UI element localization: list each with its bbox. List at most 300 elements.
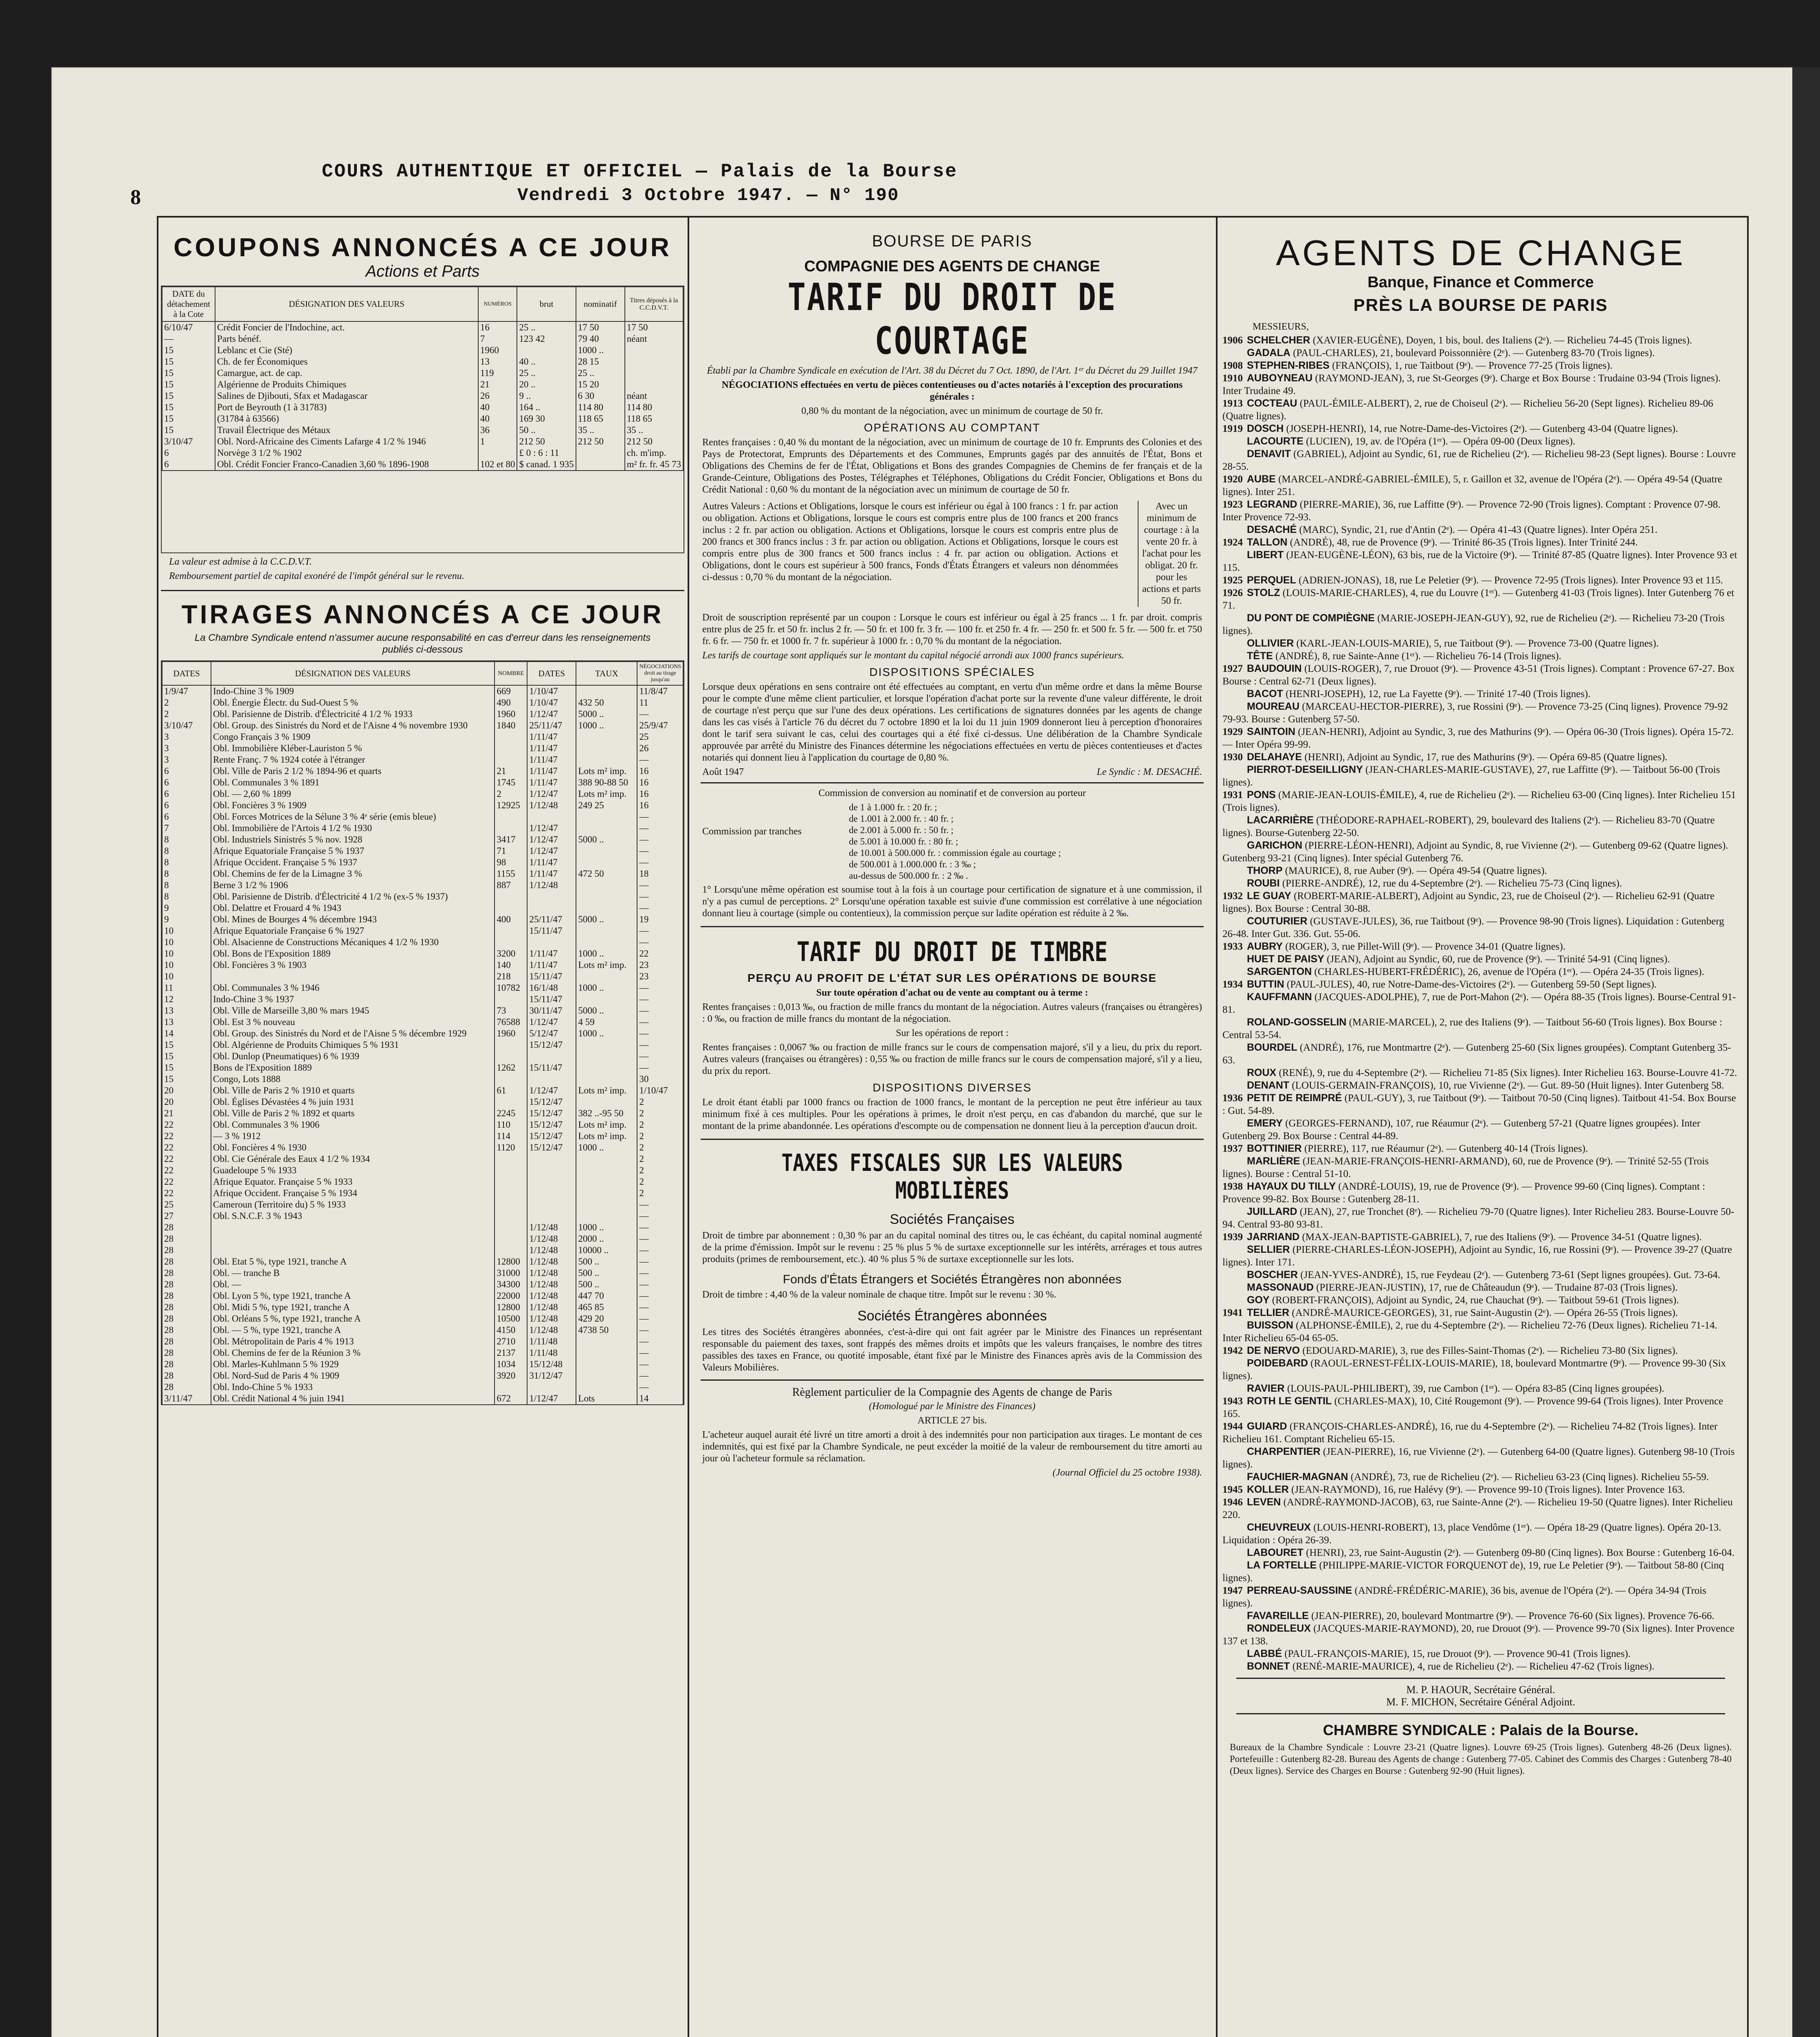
cell-designation: Port de Beyrouth (1 à 31783)	[215, 402, 478, 413]
agent-details: (PAUL-GUY), 3, rue Taitbout (9ᵉ). — Taitbout 70-50 (Cinq lignes). Taitbout 41-54. Box Bourse : Gut. 54-89.	[1222, 1093, 1736, 1116]
agent-entry	[1222, 1041, 1739, 1067]
cell-nombre: 400	[495, 914, 527, 925]
cell-remb-date: 1/12/48	[527, 1324, 576, 1336]
agent-entry	[1222, 662, 1739, 688]
cell-negociation: 16	[637, 766, 683, 777]
table-row	[162, 697, 683, 708]
table-row	[162, 834, 683, 845]
cell-negociation: —	[637, 845, 683, 857]
col-numeros: NUMÉROS	[478, 287, 517, 321]
cell-date: 25	[162, 1199, 211, 1210]
cell-remb-date: 1/12/48	[527, 1279, 576, 1290]
agent-details: (JACQUES-ADOLPHE), 7, rue de Port-Mahon (2ᵉ). — Opéra 88-35 (Trois lignes). Bourse-Central 91-81.	[1222, 992, 1736, 1015]
cell-remb-date: 15/11/47	[527, 1062, 576, 1073]
cell-nominatif: 6 30	[576, 390, 625, 402]
cell-taux	[576, 1381, 637, 1393]
cell-remb-date: 1/12/48	[527, 1302, 576, 1313]
agent-details: (HENRI-JOSEPH), 12, rue La Fayette (9ᵉ). — Trinité 17-40 (Trois lignes).	[1286, 689, 1591, 700]
cell-taux	[576, 1347, 637, 1359]
autres-valeurs-text: Autres Valeurs : Actions et Obligations, lorsque le cours est inférieur ou égal à 100 francs : 1 fr. par action ou obligation. Actions et Obligations, lorsque le cours est compris entre plus de 100 francs et 200 francs inclus : 2 fr. par action ou obligation. Actions et Obligations, lorsque le cours est compris entre plus de 200 francs et 300 francs inclus : 3 fr. par action ou obligation. Actions et Obligations, lorsque le cours est compris entre plus de 300 francs et 500 francs inclus : 4 fr. par action ou obligation. Actions et Obligations, dont le cours est supérieur à 500 francs, Fonds d'États Étrangers et valeurs non dénommées ci-dessus : 0,70 % du montant de la négociation.	[702, 501, 1118, 583]
etrangeres-abonnees-text: Les titres des Sociétés étrangères abonnées, c'est-à-dire qui ont fait agréer par le Ministre des Finances un représentant responsable du paiement des taxes, sont frappés des mêmes droits et impôts que les valeurs françaises, le nombre des titres passibles des taxes en France, ou quotité imposable, étant fixé par le Ministre des Finances après avis de la Commission des Valeurs Mobilières.	[702, 1327, 1202, 1373]
cell-nombre: 1960	[495, 708, 527, 720]
agent-entry	[1222, 978, 1739, 991]
cell-date: 28	[162, 1279, 211, 1290]
cell-negociation: 22	[637, 948, 683, 959]
cell-negociation: —	[637, 1267, 683, 1279]
agent-entry	[1222, 1420, 1739, 1445]
cell-taux: 4 59	[576, 1016, 637, 1028]
agent-name: HAYAUX DU TILLY	[1247, 1181, 1336, 1192]
table-row	[162, 1062, 683, 1073]
cell-nominatif: 118 65	[576, 413, 625, 425]
cell-remb-date: 1/12/48	[527, 1256, 576, 1267]
cell-designation: Parts bénéf.	[215, 333, 478, 345]
agent-entry	[1222, 1281, 1739, 1294]
tirages-subtitle: La Chambre Syndicale entend n'assumer aucune responsabilité en cas d'erreur dans les renseignements publiés ci-dessous	[194, 632, 651, 655]
cell-negociation: —	[637, 708, 683, 720]
agent-entry	[1222, 1344, 1739, 1357]
cell-negociation: —	[637, 994, 683, 1005]
agent-details: (MARCEL-ANDRÉ-GABRIEL-ÉMILE), 5, r. Gaillon et 32, avenue de l'Opéra (2ᵉ). — Opéra 49-54 (Quatre lignes). Inter 251.	[1222, 474, 1722, 497]
table-row	[162, 390, 683, 402]
agent-details: (PIERRE-ANDRÉ), 12, rue du 4-Septembre (2ᵉ). — Richelieu 75-73 (Cinq lignes).	[1282, 878, 1622, 889]
cell-nombre: 31000	[495, 1267, 527, 1279]
agent-details: (MAURICE), 8, rue Auber (9ᵉ). — Opéra 49-54 (Quatre lignes).	[1285, 865, 1547, 876]
cell-designation: Obl. — tranche B	[211, 1267, 495, 1279]
agent-entry	[1222, 1483, 1739, 1496]
agent-name: LACARRIÈRE	[1247, 814, 1314, 826]
cell-taux: 2000 ..	[576, 1233, 637, 1245]
cell-nombre	[495, 1176, 527, 1188]
cell-nombre: 887	[495, 880, 527, 891]
agent-details: (PAUL-ÉMILE-ALBERT), 2, rue de Choiseul (2ᵉ). — Richelieu 56-20 (Sept lignes). Richelieu 89-06 (Quatre lignes).	[1222, 398, 1713, 422]
cell-taux: 382 ..-95 50	[576, 1108, 637, 1119]
cell-nombre: 1034	[495, 1359, 527, 1370]
agents-title: AGENTS DE CHANGE	[1276, 233, 1686, 273]
agent-details: (ANDRÉ), 73, rue de Richelieu (2ᵉ). — Richelieu 63-23 (Cinq lignes). Richelieu 55-59.	[1350, 1472, 1709, 1483]
agent-year: 1920	[1222, 474, 1243, 485]
agent-entry	[1222, 991, 1739, 1016]
table-row	[162, 436, 683, 447]
cell-date: 14	[162, 1028, 211, 1039]
cell-taux: 388 90-88 50	[576, 777, 637, 788]
cell-remb-date: 1/11/48	[527, 1347, 576, 1359]
agent-details: (PIERRE-JEAN-JUSTIN), 17, rue de Châteaudun (9ᵉ). — Trudaine 87-03 (Trois lignes).	[1316, 1282, 1678, 1293]
agent-entry	[1222, 1067, 1739, 1079]
cell-nombre: 110	[495, 1119, 527, 1131]
cell-remb-date: 1/12/47	[527, 823, 576, 834]
agent-entry	[1222, 1546, 1739, 1559]
agent-entry	[1222, 347, 1739, 359]
table-row	[162, 1313, 683, 1324]
cell-nombre: 12800	[495, 1256, 527, 1267]
cell-designation: Obl. Ville de Paris 2 % 1910 et quarts	[211, 1085, 495, 1096]
cell-remb-date: 1/11/47	[527, 754, 576, 766]
cell-remb-date: 1/12/48	[527, 1245, 576, 1256]
conversion-tranche: de 1.001 à 2.000 fr. : 40 fr. ;	[849, 814, 954, 824]
agent-name: BOTTINIER	[1247, 1143, 1302, 1154]
cell-date: 9	[162, 914, 211, 925]
agent-entry	[1222, 726, 1739, 751]
table-row	[162, 937, 683, 948]
cell-designation: Camargue, act. de cap.	[215, 367, 478, 379]
cell-designation: Afrique Occident. Française 5 % 1934	[211, 1188, 495, 1199]
cell-nominatif: 17 50	[576, 321, 625, 333]
cell-designation: Afrique Equatoriale Française 6 % 1927	[211, 925, 495, 937]
cell-negociation: 2	[637, 1096, 683, 1108]
agent-name: ROTH LE GENTIL	[1247, 1395, 1332, 1407]
tirages-title: TIRAGES ANNONCÉS A CE JOUR	[181, 600, 664, 629]
table-row	[162, 1005, 683, 1016]
agent-year: 1925	[1222, 575, 1243, 586]
cell-nombre: 98	[495, 857, 527, 868]
table-row	[162, 367, 683, 379]
cell-date: 1/9/47	[162, 685, 211, 697]
page-number: 8	[130, 186, 141, 209]
agent-entry	[1222, 549, 1739, 574]
cell-remb-date: 15/12/47	[527, 1119, 576, 1131]
agent-details: (HENRI), 23, rue Saint-Augustin (2ᵉ). — Gutenberg 09-80 (Cinq lignes). Box Bourse : Gutenberg 16-04.	[1306, 1547, 1735, 1558]
cell-remb-date: 1/10/47	[527, 697, 576, 708]
agent-details: (EDOUARD-MARIE), 3, rue des Filles-Saint-Thomas (2ᵉ). — Richelieu 73-80 (Six lignes).	[1302, 1345, 1678, 1356]
cell-titres: 212 50	[625, 436, 683, 447]
cell-designation: Ch. de fer Économiques	[215, 356, 478, 367]
cell-negociation: —	[637, 1381, 683, 1393]
cell-remb-date: 1/12/47	[527, 834, 576, 845]
cell-nombre: 3417	[495, 834, 527, 845]
cell-remb-date	[527, 1199, 576, 1210]
agent-entry	[1222, 1445, 1739, 1471]
cell-date: 6	[162, 811, 211, 823]
cell-negociation: —	[637, 754, 683, 766]
cell-negociation: 26	[637, 743, 683, 754]
agent-name: COUTURIER	[1247, 915, 1308, 927]
agent-name: DENANT	[1247, 1080, 1290, 1091]
table-row	[162, 845, 683, 857]
cell-titres	[625, 379, 683, 390]
cell-remb-date: 1/12/48	[527, 1313, 576, 1324]
agent-details: (HENRI), Adjoint au Syndic, 17, rue des Mathurins (9ᵉ). — Opéra 69-85 (Quatre lignes).	[1304, 752, 1668, 763]
cell-negociation: 18	[637, 868, 683, 880]
cell-remb-date	[527, 811, 576, 823]
cell-taux: 249 25	[576, 800, 637, 811]
table-row	[162, 1039, 683, 1051]
cell-remb-date: 15/12/47	[527, 1039, 576, 1051]
agent-entry	[1222, 422, 1739, 435]
col-date: DATE du détachement à la Cote	[162, 287, 215, 321]
table-row	[162, 1028, 683, 1039]
agent-name: PERQUEL	[1247, 574, 1296, 586]
cell-taux	[576, 754, 637, 766]
cell-date: 20	[162, 1096, 211, 1108]
cell-taux	[576, 937, 637, 948]
cell-nombre: 4150	[495, 1324, 527, 1336]
agent-year: 1926	[1222, 587, 1243, 598]
cell-nombre	[495, 937, 527, 948]
agent-details: (MAX-JEAN-BAPTISTE-GABRIEL), 7, rue des Italiens (9ᵉ). — Provence 34-51 (Quatre lignes).	[1302, 1232, 1702, 1243]
cell-nombre	[495, 743, 527, 754]
cell-date: 22	[162, 1153, 211, 1165]
cell-designation: Obl. Parisienne de Distrib. d'Électricité 4 1/2 % 1933	[211, 708, 495, 720]
cell-nominatif: 25 ..	[576, 367, 625, 379]
col-remb-dates: DATES	[527, 662, 576, 685]
cell-taux	[576, 1062, 637, 1073]
cell-date: 22	[162, 1119, 211, 1131]
agent-details: (JACQUES-MARIE-RAYMOND), 20, rue Drouot (9ᵉ). — Provence 99-70 (Six lignes). Inter Provence 137 et 138.	[1222, 1623, 1735, 1647]
col-dates: DATES	[162, 662, 211, 685]
table-row	[162, 766, 683, 777]
cell-date: 15	[162, 1051, 211, 1062]
cell-negociation: —	[637, 1062, 683, 1073]
cell-designation	[211, 1222, 495, 1233]
agent-details: (RAYMOND-JEAN), 3, rue St-Georges (9ᵉ). Charge et Box Bourse : Trudaine 03-94 (Trois lignes). Inter Trudaine 49.	[1222, 373, 1721, 396]
cell-nombre	[495, 1051, 527, 1062]
reglement-heading: Règlement particulier de la Compagnie des Agents de change de Paris	[792, 1386, 1112, 1399]
agent-entry	[1222, 473, 1739, 498]
table-row	[162, 1210, 683, 1222]
agent-entry	[1222, 789, 1739, 814]
cell-designation: Obl. Crédit National 4 % juin 1941	[211, 1393, 495, 1404]
cell-nombre	[495, 811, 527, 823]
agent-year: 1933	[1222, 941, 1243, 952]
agent-entry	[1222, 1155, 1739, 1180]
agents-subtitle-2: PRÈS LA BOURSE DE PARIS	[1353, 295, 1608, 315]
cell-designation: Obl. Parisienne de Distrib. d'Électricité 4 1/2 % (ex-5 % 1937)	[211, 891, 495, 902]
cell-remb-date: 31/12/47	[527, 1370, 576, 1381]
agent-entry	[1222, 1205, 1739, 1231]
cell-designation: Bons de l'Exposition 1889	[211, 1062, 495, 1073]
operations-text: Rentes françaises : 0,40 % du montant de la négociation, avec un minimum de courtage de 10 fr. Emprunts des Colonies et des Pays de Protectorat, Emprunts des Départements et des Communes, Emprunts gagés par des annuités de l'État, Bons et Obligations des Chemins de fer de l'État, Obligations et Bons des grandes Compagnies de Chemins de fer français et de la Grande-Ceinture, Obligations des Postes, Télégraphes et Téléphones, Obligations du Crédit Foncier, Obligations et Bons du Crédit National : 0,60 % du montant de la négociation avec un minimum de courtage de 50 fr.	[702, 437, 1202, 495]
cell-remb-date	[527, 891, 576, 902]
conversion-tranche: de 5.001 à 10.000 fr. : 80 fr. ;	[849, 836, 958, 847]
agent-year: 1931	[1222, 790, 1243, 801]
agent-entry	[1222, 1357, 1739, 1382]
tarifs-note: Les tarifs de courtage sont appliqués sur le montant du capital négocié arrondi aux 1000 francs supérieurs.	[702, 650, 1124, 661]
cell-date: 15	[162, 402, 215, 413]
timbre-subtitle: PERÇU AU PROFIT DE L'ÉTAT SUR LES OPÉRATIONS DE BOURSE	[747, 972, 1157, 984]
cell-nombre: 2245	[495, 1108, 527, 1119]
agent-name: KOLLER	[1247, 1484, 1289, 1495]
cell-taux: 5000 ..	[576, 1005, 637, 1016]
agent-details: (LOUIS-HENRI-ROBERT), 13, place Vendôme (1ᵉʳ). — Opéra 18-29 (Quatre lignes). Opéra 20-13. Liquidation : Opéra 26-39.	[1222, 1522, 1721, 1546]
agent-year: 1939	[1222, 1232, 1243, 1243]
conversion-tranche: au-dessus de 500.000 fr. : 2 ‰ .	[849, 871, 968, 881]
cell-negociation: —	[637, 1302, 683, 1313]
cell-brut: £ 0 : 6 : 11	[517, 447, 576, 459]
tirages-table	[161, 660, 684, 1405]
agent-entry	[1222, 612, 1739, 637]
cell-negociation: —	[637, 1039, 683, 1051]
agent-name: THORP	[1247, 865, 1283, 876]
cell-remb-date: 16/1/48	[527, 982, 576, 994]
cell-nombre	[495, 1153, 527, 1165]
syndic-sign: Le Syndic : M. DESACHÉ.	[1097, 767, 1202, 777]
cell-designation: Obl. Bons de l'Exposition 1889	[211, 948, 495, 959]
agent-details: (PAUL-CHARLES), 21, boulevard Poissonnière (2ᵉ). — Gutenberg 83-70 (Trois lignes).	[1293, 348, 1655, 359]
cell-date: 21	[162, 1108, 211, 1119]
cell-numero: 16	[478, 321, 517, 333]
agent-entry	[1222, 751, 1739, 763]
agent-name: AUBOYNEAU	[1247, 372, 1313, 384]
agents-subtitle: Banque, Finance et Commerce	[1367, 274, 1594, 291]
cell-designation: Norvège 3 1/2 % 1902	[215, 447, 478, 459]
cell-designation: Cameroun (Territoire du) 5 % 1933	[211, 1199, 495, 1210]
agent-year: 1919	[1222, 423, 1243, 434]
cell-taux	[576, 994, 637, 1005]
agent-entry	[1222, 1117, 1739, 1142]
table-row	[162, 971, 683, 982]
conversion-label: Commission par tranches	[702, 826, 802, 837]
cell-date: 8	[162, 857, 211, 868]
agent-name: AUBRY	[1247, 941, 1283, 952]
agent-year: 1936	[1222, 1093, 1243, 1104]
cell-remb-date: 15/12/47	[527, 1131, 576, 1142]
agent-name: LEGRAND	[1247, 499, 1297, 510]
cell-remb-date	[527, 1051, 576, 1062]
cell-designation: Obl. Ville de Paris 2 % 1892 et quarts	[211, 1108, 495, 1119]
cell-date: 9	[162, 902, 211, 914]
agent-entry	[1222, 1319, 1739, 1344]
agent-details: (ROBERT-FRANÇOIS), Adjoint au Syndic, 24, rue Chauchat (9ᵉ). — Taitbout 59-61 (Trois lignes).	[1272, 1295, 1679, 1306]
table-row	[162, 823, 683, 834]
cell-date: 6	[162, 777, 211, 788]
operations-heading: OPÉRATIONS AU COMPTANT	[864, 421, 1041, 434]
cell-date: 10	[162, 925, 211, 937]
cell-date: 22	[162, 1188, 211, 1199]
cell-nominatif: 114 80	[576, 402, 625, 413]
cell-remb-date: 1/12/47	[527, 1016, 576, 1028]
agent-entry	[1222, 1079, 1739, 1092]
cell-taux	[576, 1370, 637, 1381]
cell-date: 2	[162, 697, 211, 708]
etrangeres-non-abonnees-heading: Fonds d'États Étrangers et Sociétés Étrangères non abonnées	[783, 1273, 1122, 1286]
cell-remb-date: 1/11/47	[527, 948, 576, 959]
cell-designation: Obl. —	[211, 1279, 495, 1290]
cell-taux: 5000 ..	[576, 914, 637, 925]
cell-numero: 13	[478, 356, 517, 367]
cell-date: 3	[162, 731, 211, 743]
cell-taux: 1000 ..	[576, 1028, 637, 1039]
col-titres-deposes: Titres déposés à la C.C.D.V.T.	[625, 287, 683, 321]
table-row	[162, 402, 683, 413]
cell-nombre	[495, 1096, 527, 1108]
cell-nombre	[495, 1165, 527, 1176]
societes-francaises-text: Droit de timbre par abonnement : 0,30 % par an du capital nominal des titres ou, le cas échéant, du capital nominal augmenté de la prime d'émission. Impôt sur le revenu : 25 % plus 5 % de surtaxe exceptionnelle sur les intérêts, arrérages et tous autres produits (primes de remboursement, etc.). 40 % plus 5 % de surtaxe exceptionnelle sur les lots.	[702, 1230, 1202, 1265]
agent-details: (PAUL-JULES), 40, rue Notre-Dame-des-Victoires (2ᵉ). — Gutenberg 59-50 (Sept lignes).	[1286, 979, 1657, 990]
cell-taux	[576, 845, 637, 857]
cell-nominatif: 35 ..	[576, 425, 625, 436]
cell-negociation: —	[637, 1313, 683, 1324]
cell-date: 15	[162, 379, 215, 390]
cell-date: 3	[162, 754, 211, 766]
secretaire-adjoint: M. F. MICHON, Secrétaire Général Adjoint.	[1386, 1696, 1575, 1708]
cell-negociation: —	[637, 857, 683, 868]
cell-designation: Obl. Algérienne de Produits Chimiques 5 % 1931	[211, 1039, 495, 1051]
cell-negociation: 2	[637, 1131, 683, 1142]
agent-year: 1929	[1222, 726, 1243, 737]
agent-entry	[1222, 498, 1739, 524]
cell-numero: 36	[478, 425, 517, 436]
cell-taux	[576, 971, 637, 982]
agent-entry	[1222, 763, 1739, 789]
cell-negociation: 11	[637, 697, 683, 708]
cell-remb-date: 1/11/47	[527, 777, 576, 788]
table-row	[162, 1381, 683, 1393]
table-row	[162, 1245, 683, 1256]
cell-date: 15	[162, 1062, 211, 1073]
cell-remb-date	[527, 937, 576, 948]
cell-numero: 1960	[478, 345, 517, 356]
cell-date: 15	[162, 367, 215, 379]
agent-name: CHARPENTIER	[1247, 1446, 1321, 1457]
table-row	[162, 1290, 683, 1302]
col-designation: DÉSIGNATION DES VALEURS	[211, 662, 495, 685]
societes-francaises-heading: Sociétés Françaises	[890, 1212, 1015, 1227]
cell-remb-date: 1/12/47	[527, 1085, 576, 1096]
cell-designation: Obl. Chemins de fer de la Réunion 3 %	[211, 1347, 495, 1359]
cell-designation: Obl. Foncières 3 % 1909	[211, 800, 495, 811]
timbre-title: TARIF DU DROIT DE TIMBRE	[797, 936, 1108, 968]
conversion-tranche: de 2.001 à 5.000 fr. : 50 fr. ;	[849, 825, 954, 835]
agent-year: 1942	[1222, 1345, 1243, 1356]
agent-details: (ANDRÉ-FRÉDÉRIC-MARIE), 36 bis, avenue de l'Opéra (2ᵉ). — Opéra 34-94 (Trois lignes).	[1222, 1585, 1706, 1609]
agent-name: BACOT	[1247, 688, 1283, 700]
table-row	[162, 1108, 683, 1119]
table-row	[162, 811, 683, 823]
agent-name: CHEUVREUX	[1247, 1522, 1311, 1533]
agent-name: GOY	[1247, 1294, 1270, 1306]
cell-designation: Obl. Métropolitain de Paris 4 % 1913	[211, 1336, 495, 1347]
cell-remb-date: 1/11/47	[527, 857, 576, 868]
cell-date: 28	[162, 1267, 211, 1279]
table-row	[162, 1279, 683, 1290]
agent-details: (JEAN-EUGÈNE-LÉON), 63 bis, rue de la Victoire (9ᵉ). — Trinité 87-85 (Quatre lignes). Inter Provence 93 et 115.	[1222, 550, 1737, 573]
cell-nombre	[495, 1188, 527, 1199]
agent-name: DELAHAYE	[1247, 751, 1302, 763]
cell-nombre: 490	[495, 697, 527, 708]
cell-remb-date: 1/12/47	[527, 788, 576, 800]
agent-details: (GEORGES-FERNAND), 107, rue Réaumur (2ᵉ). — Gutenberg 57-21 (Quatre lignes groupées). Inter Gutenberg 29. Box Bourse : Central 44-89.	[1222, 1118, 1701, 1142]
cell-numero: 119	[478, 367, 517, 379]
col-brut: brut	[517, 287, 576, 321]
cell-negociation: —	[637, 1279, 683, 1290]
cell-designation: Obl. Est 3 % nouveau	[211, 1016, 495, 1028]
agent-name: PETIT DE REIMPRÉ	[1247, 1092, 1342, 1104]
cell-titres: ch. m'imp.	[625, 447, 683, 459]
cell-nombre: 21	[495, 766, 527, 777]
cell-designation: Obl. Dunlop (Pneumatiques) 6 % 1939	[211, 1051, 495, 1062]
table-row	[162, 1256, 683, 1267]
cell-date: 28	[162, 1324, 211, 1336]
cell-designation: Obl. Lyon 5 %, type 1921, tranche A	[211, 1290, 495, 1302]
cell-nombre: 1745	[495, 777, 527, 788]
cell-date: 22	[162, 1142, 211, 1153]
table-row	[162, 1199, 683, 1210]
cell-designation: Obl. Delattre et Frouard 4 % 1943	[211, 902, 495, 914]
agents-list	[1220, 334, 1741, 1673]
agent-details: (ANDRÉ-LOUIS), 19, rue de Provence (9ᵉ). — Provence 99-60 (Cinq lignes). Comptant : Provence 99-82. Box Bourse : Gutenberg 28-11.	[1222, 1181, 1706, 1205]
agent-name: SELLIER	[1247, 1244, 1290, 1255]
agent-details: (ADRIEN-JONAS), 18, rue Le Peletier (9ᵉ). — Provence 72-95 (Trois lignes). Inter Provence 93 et 115.	[1299, 575, 1723, 586]
agent-name: TÊTE	[1247, 650, 1273, 662]
agent-name: PIERROT-DESEILLIGNY	[1247, 764, 1363, 775]
agent-details: (CHARLES-MAX), 10, Cité Rougemont (9ᵉ). — Provence 99-64 (Trois lignes). Inter Provence 165.	[1222, 1396, 1723, 1419]
etrangeres-non-abonnees-text: Droit de timbre : 4,40 % de la valeur nominale de chaque titre. Impôt sur le revenu : 30 %.	[702, 1289, 1057, 1300]
cell-designation: Obl. Midi 5 %, type 1921, tranche A	[211, 1302, 495, 1313]
cell-designation: Crédit Foncier de l'Indochine, act.	[215, 321, 478, 333]
cell-taux	[576, 1176, 637, 1188]
cell-taux	[576, 857, 637, 868]
